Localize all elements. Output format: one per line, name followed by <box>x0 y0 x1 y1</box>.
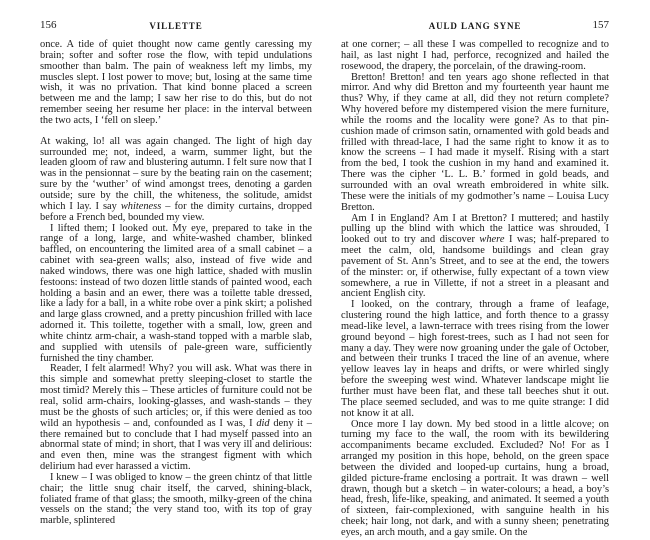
right-page-body <box>341 40 609 539</box>
page-number-left: 156 <box>40 19 57 31</box>
left-running-head <box>40 20 312 34</box>
right-page <box>341 0 609 540</box>
left-page-body <box>40 40 312 527</box>
emphasis: whiteness <box>120 200 162 212</box>
paragraph: Once more I lay down. My bed stood in a little alcove; on turning my face to the wall, the room with its bewildering accompaniments became excluded. Excluded? No! For as I arranged my position in this hope, behold, on the green space between the divided and looped-up curtains, hung a broad, gilded picture-frame enclosing a portrait. It was drawn – well drawn, though but a sketch – in water-colours; a head, a boy’s head, fresh, life-like, speaking, and animated. It seemed a youth of sixteen, fair-complexioned, with sanguine health in his cheek; hair long, not dark, and with a sunny sheen; penetrating eyes, an arch mouth, and a gay smile. On the <box>341 418 609 538</box>
paragraph: I lifted them; I looked out. My eye, prepared to take in the range of a long, large, and white-washed chamber, blinked baffled, on encountering the limited area of a small cabinet – a cabinet with sea-green walls; also, instead of five wide and naked windows, there was one high lattice, shaded with muslin festoons: instead of two dozen little stands of painted wood, each holding a basin and an ewer, there was a toilette table dressed, like a lady for a ball, in a white robe over a pink skirt; a polished and large glass crowned, and a pretty pincushion frilled with lace adorned it. This toilette, together with a small, low, green and white chintz arm-chair, a wash-stand topped with a marble slab, and supplied with utensils of pale-green ware, sufficiently furnished the tiny chamber. <box>40 222 312 364</box>
paragraph: At waking, lo! all was again changed. The light of high day surrounded me; not, indeed, a warm, summer light, but the leaden gloom of raw and blustering autumn. I felt sure now that I was in the pensionnat – sure by the beating rain on the casement; sure by the ‘wuther’ of wind amongst trees, denoting a garden outside; sure by the chill, the whiteness, the solitude, amidst which I lay. I say whiteness – for the dimity curtains, dropped before a French bed, bounded my view. <box>40 135 312 223</box>
paragraph: Reader, I felt alarmed! Why? you will ask. What was there in this simple and somewhat pretty sleeping-closet to startle the most timid? Merely this – These articles of furniture could not be real, solid arm-chairs, looking-glasses, and wash-stands – they must be the ghosts of such articles; or, if this were denied as too wild an hypothesis – and, confounded as I was, I did deny it – there remained but to conclude that I had myself passed into an abnormal state of mind; in short, that I was very ill and delirious: and even then, mine was the strangest figment with which delirium had ever harassed a victim. <box>40 363 312 473</box>
emphasis: did <box>256 417 270 429</box>
left-page <box>40 0 312 540</box>
paragraph: I looked, on the contrary, through a frame of leafage, clustering round the high lattice, and forth thence to a grassy mead-like level, a lawn-terrace with trees rising from the lower ground beyond – high forest-trees, such as I had not seen for many a day. They were now groaning under the gale of October, and between their trunks I traced the line of an avenue, where yellow leaves lay in heaps and drifts, or were whirled singly before the sweeping west wind. Whatever landscape might lie further must have been flat, and these tall beeches shut it out. The place seemed secluded, and was to me quite strange: I did not know it at all. <box>341 299 609 419</box>
paragraph: Bretton! Bretton! and ten years ago shone reflected in that mirror. And why did Bretton and my fourteenth year haunt me thus? Why, if they came at all, did they not return complete? Why hovered before my distempered vision the mere furniture, while the rooms and the locality were gone? As to that pin-cushion made of crimson satin, ornamented with gold beads and frilled with thread-lace, I had the same right to know it as to know the screens – I had made it myself. Rising with a start from the bed, I took the cushion in my hand and examined it. There was the cipher ‘L. L. B.’ formed in gold beads, and surrounded with an oval wreath embroidered in white silk. These were the initials of my godmother’s name – Louisa Lucy Bretton. <box>341 71 609 213</box>
running-head-title-left: VILLETTE <box>149 21 203 31</box>
running-head-title-right: AULD LANG SYNE <box>428 21 522 31</box>
paragraph: at one corner; – all these I was compelled to recognize and to hail, as last night I had, perforce, recognized and hailed the rosewood, the drapery, the porcelain, of the drawing-room. <box>341 39 609 72</box>
emphasis: where <box>479 234 505 246</box>
paragraph: Am I in England? Am I at Bretton? I muttered; and hastily pulling up the blind with which the lattice was shrouded, I looked out to try and discover where I was; half-prepared to meet the calm, old, handsome buildings and clean gray pavement of St. Ann’s Street, and to see at the end, the towers of the minster: or, if otherwise, fully expectant of a town view somewhere, a rue in Villette, if not a street in a pleasant and ancient English city. <box>341 212 609 300</box>
paragraph: once. A tide of quiet thought now came gently caressing my brain; softer and softer rose the flow, with tepid undulations smoother than balm. The pain of weakness left my limbs, my muscles slept. I lost power to move; but, losing at the same time wish, it was no privation. That kind bonne placed a screen between me and the lamp; I saw her rise to do this, but do not remember seeing her resume her place: in the interval between the two acts, I ‘fell on sleep.’ <box>40 39 312 126</box>
right-running-head <box>341 20 609 34</box>
paragraph: I knew – I was obliged to know – the green chintz of that little chair; the little snug chair itself, the carved, shining-black, foliated frame of that glass; the smooth, milky-green of the china vessels on the stand; the very stand too, with its top of gray marble, splintered <box>40 471 312 527</box>
page-number-right: 157 <box>592 19 609 31</box>
